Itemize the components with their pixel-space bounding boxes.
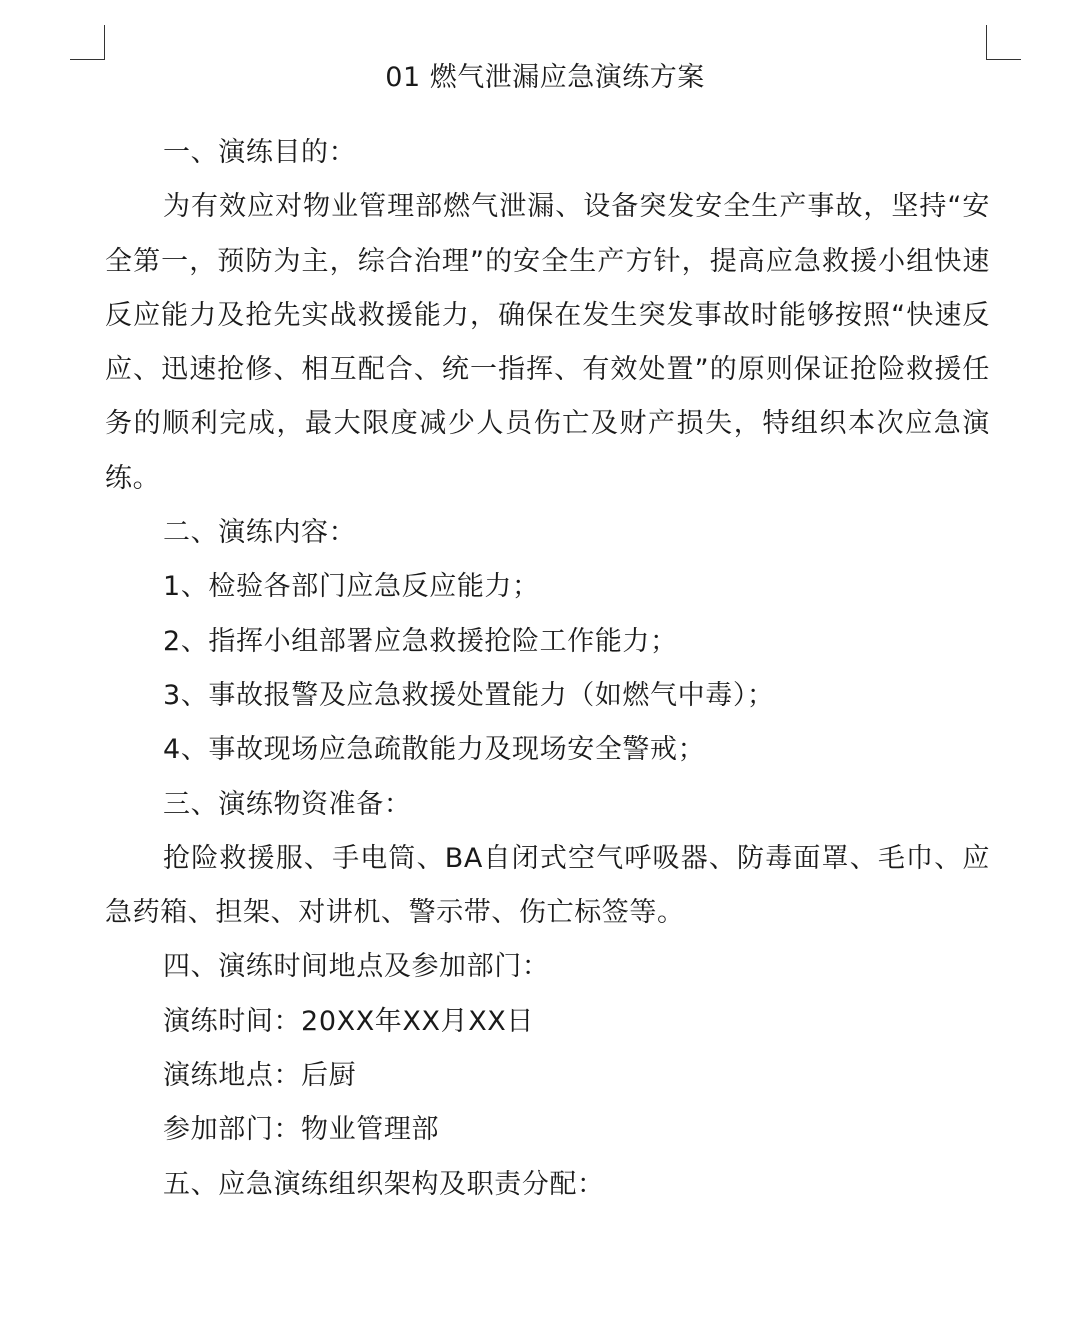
section-heading-materials: 三、演练物资准备： — [163, 788, 412, 820]
section-heading-time-place: 四、演练时间地点及参加部门： — [163, 951, 550, 983]
drill-location: 演练地点：后厨 — [163, 1060, 357, 1092]
crop-mark-top-left — [70, 25, 105, 60]
page-title: 01 燃气泄漏应急演练方案 — [385, 62, 705, 93]
section-heading-organization: 五、应急演练组织架构及职责分配： — [163, 1168, 605, 1200]
content-item-4: 4、事故现场应急疏散能力及现场安全警戒； — [163, 734, 706, 766]
purpose-paragraph: 为有效应对物业管理部燃气泄漏、设备突发安全生产事故，坚持“安全第一，预防为主，综合治理”的安全生产方针，提高应急救援小组快速反应能力及抢先实战救援能力，确保在发生突发事故时能够按照“快速反应、迅速抢修、相互配合、统一指挥、有效处置”的原则保证抢险救援任务的顺利完成，最大限度减少人员伤亡及财产损失，特组织本次应急演练。 — [105, 191, 990, 494]
document-body — [105, 126, 990, 1212]
content-item-2: 2、指挥小组部署应急救援抢险工作能力； — [163, 625, 678, 657]
crop-mark-top-right — [986, 25, 1021, 60]
section-heading-content: 二、演练内容： — [163, 517, 357, 549]
content-item-3: 3、事故报警及应急救援处置能力（如燃气中毒）； — [163, 679, 775, 711]
drill-time: 演练时间：20XX年XX月XX日 — [163, 1005, 534, 1037]
participating-departments: 参加部门：物业管理部 — [163, 1114, 440, 1146]
section-heading-purpose: 一、演练目的： — [163, 137, 357, 168]
materials-paragraph: 抢险救援服、手电筒、BA自闭式空气呼吸器、防毒面罩、毛巾、应急药箱、担架、对讲机、警示带、伤亡标签等。 — [105, 842, 990, 929]
content-item-1: 1、检验各部门应急反应能力； — [163, 571, 540, 603]
